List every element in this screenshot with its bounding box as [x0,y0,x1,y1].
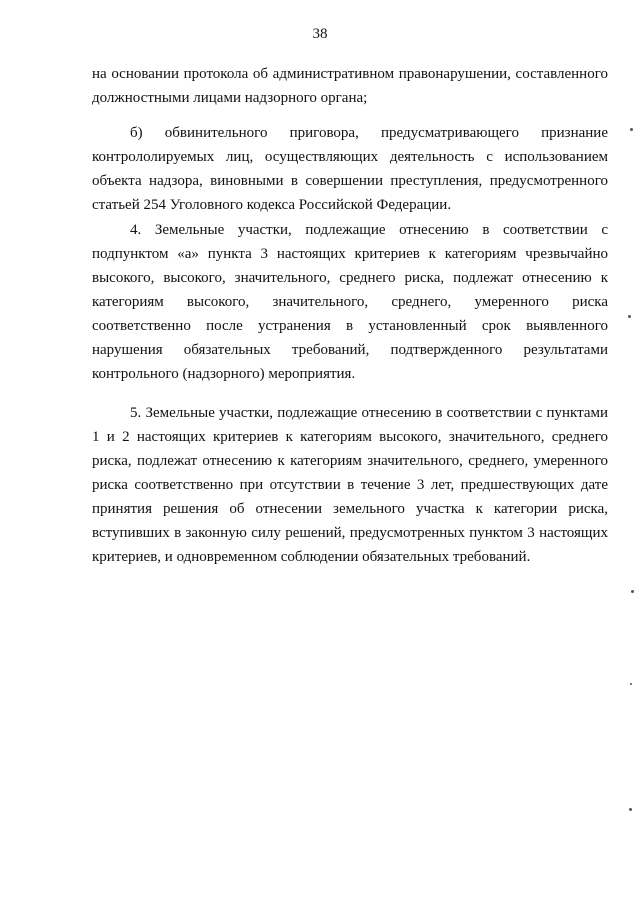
scan-mark [630,683,632,685]
page-number: 38 [312,26,328,42]
scan-mark [631,590,634,593]
paragraph-continuation: на основании протокола об административном правонарушении, составленного должностными лицами надзорного органа; [92,66,608,106]
paragraph-point-4: 4. Земельные участки, подлежащие отнесению в соответствии с подпунктом «а» пункта 3 настоящих критериев к категориям чрезвычайно высокого, высокого, значительного, среднего риска, подлежат отнесению к категориям высокого, значительного, среднего, умеренного риска соответственно после устранения в установленный срок выявленного нарушения обязательных требований, подтвержденного результатами контрольного (надзорного) мероприятия. [92,222,608,382]
paragraph-point-5: 5. Земельные участки, подлежащие отнесению в соответствии с пунктами 1 и 2 настоящих критериев к категориям высокого, значительного, среднего риска, подлежат отнесению к категориям значительного, среднего, умеренного риска соответственно при отсутствии в течение 3 лет, предшествующих дате принятия решения об отнесении земельного участка к категории риска, вступивших в законную силу решений, предусмотренных пунктом 3 настоящих критериев, и одновременном соблюдении обязательных требований. [92,405,608,565]
scan-mark [628,315,631,318]
scan-mark [629,808,632,811]
paragraph-item-b: б) обвинительного приговора, предусматривающего признание контрололируемых лиц, осуществляющих деятельность с использованием объекта надзора, виновными в совершении преступления, предусмотренного статьей 254 Уголовного кодекса Российской Федерации. [92,125,608,213]
scan-mark [630,128,633,131]
